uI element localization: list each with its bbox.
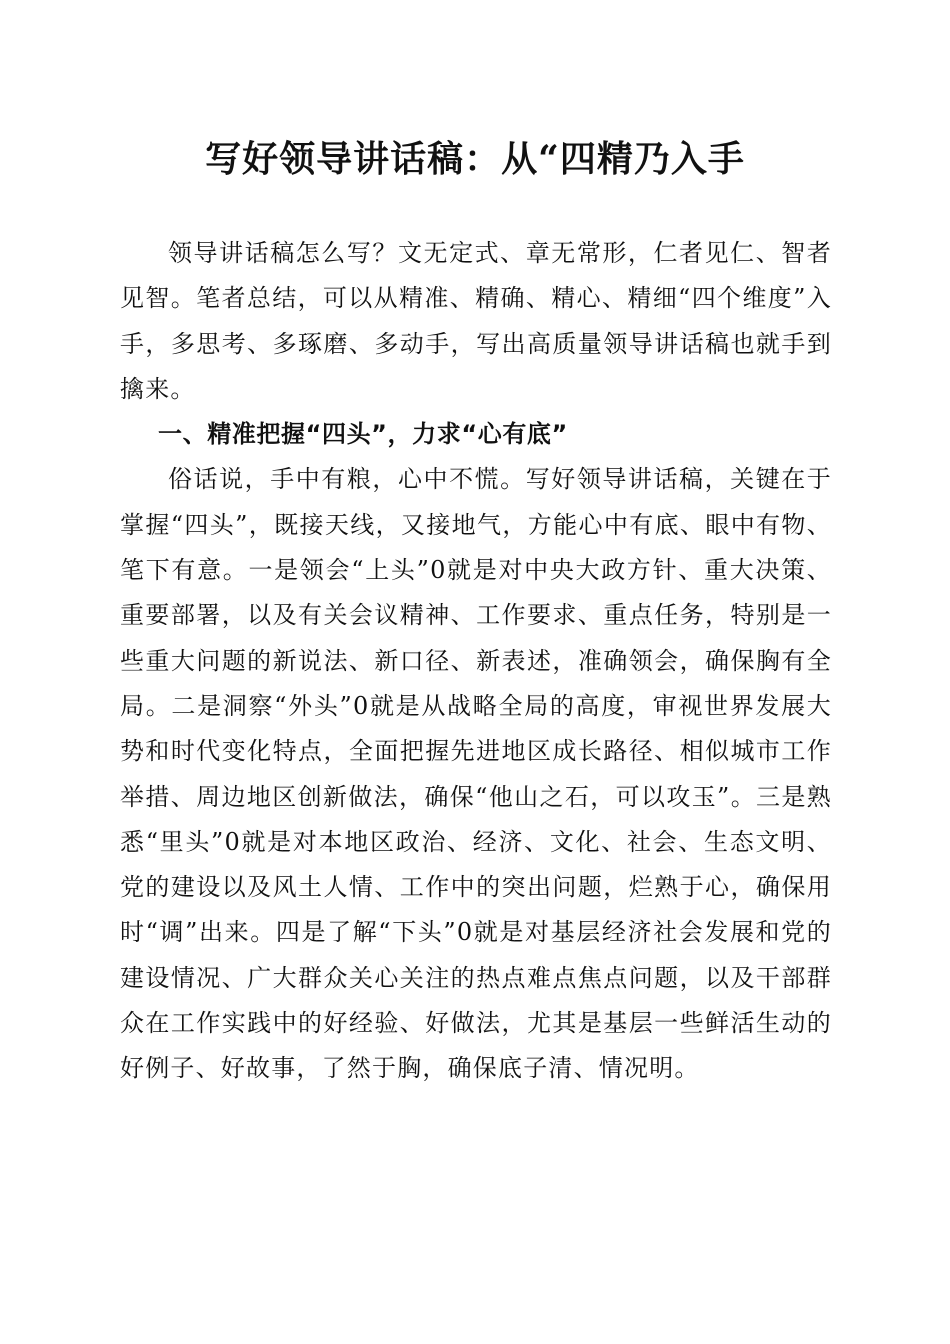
- section-1-heading: 一、精准把握“四头”，力求“心有底”: [158, 420, 568, 449]
- document-title: 写好领导讲话稿：从“四精乃入手: [205, 138, 745, 180]
- document-body: [120, 231, 832, 1092]
- intro-paragraph: 领导讲话稿怎么写？文无定式、章无常形，仁者见仁、智者见智。笔者总结，可以从精准、精确、精心、精细“四个维度”入手，多思考、多琢磨、多动手，写出高质量领导讲话稿也就手到擒来。: [120, 239, 832, 403]
- section-1-paragraph: 俗话说，手中有粮，心中不慌。写好领导讲话稿，关键在于掌握“四头”，既接天线，又接地气，方能心中有底、眼中有物、笔下有意。一是领会“上头”0就是对中央大政方针、重大决策、重要部署，以及有关会议精神、工作要求、重点任务，特别是一些重大问题的新说法、新口径、新表述，准确领会，确保胸有全局。二是洞察“外头”0就是从战略全局的高度，审视世界发展大势和时代变化特点，全面把握先进地区成长路径、相似城市工作举措、周边地区创新做法，确保“他山之石，可以攻玉”。三是熟悉“里头”0就是对本地区政治、经济、文化、社会、生态文明、党的建设以及风土人情、工作中的突出问题，烂熟于心，确保用时“调”出来。四是了解“下头”0就是对基层经济社会发展和党的建设情况、广大群众关心关注的热点难点焦点问题，以及干部群众在工作实践中的好经验、好做法，尤其是基层一些鲜活生动的好例子、好故事，了然于胸，确保底子清、情况明。: [120, 465, 832, 1083]
